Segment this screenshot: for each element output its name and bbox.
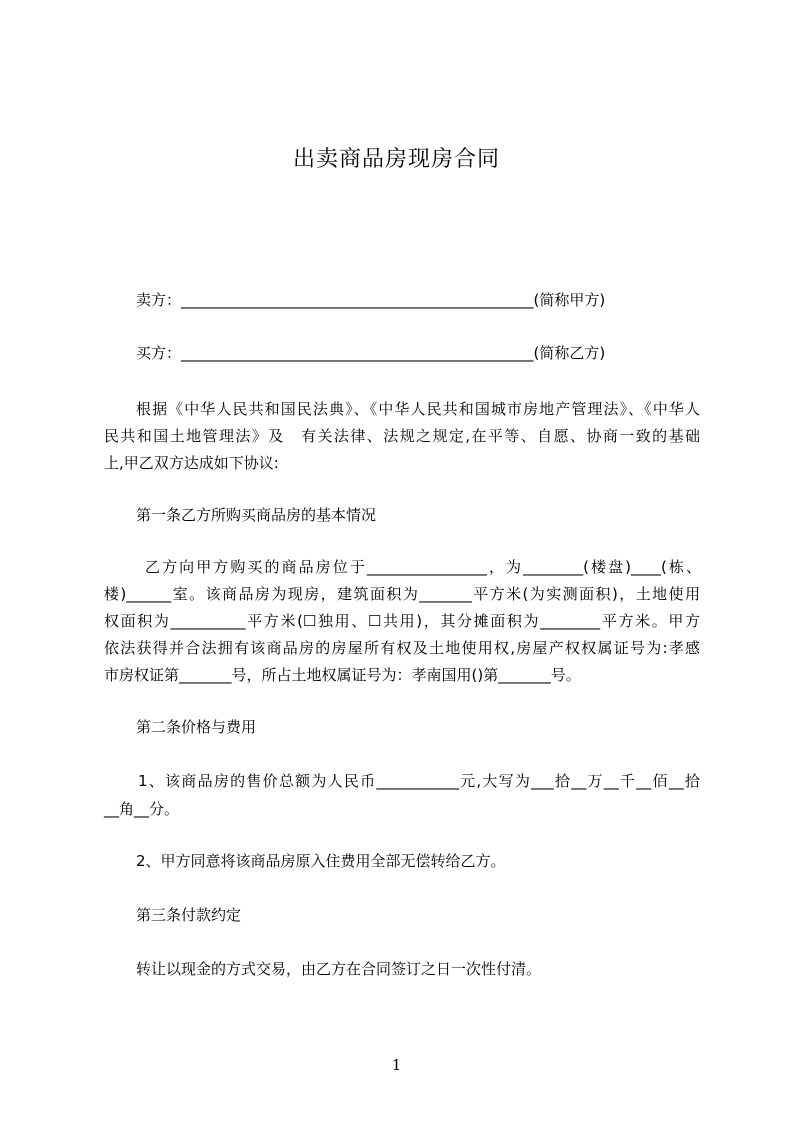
article1-line-4: 依法获得并合法拥有该商品房的房屋所有权及土地使用权,房屋产权权属证号为:孝感 xyxy=(104,639,700,657)
intro-line-1: 根据《中华人民共和国民法典》、《中华人民共和国城市房地产管理法》、《中华人 xyxy=(136,400,700,418)
article2-item1-line-2: __角__分。 xyxy=(104,800,180,818)
article1-line-3: 权面积为__________平方米(☐独用、☐共用)，其分摊面积为________平方米。甲方 xyxy=(104,612,700,630)
article3-text: 转让以现金的方式交易，由乙方在合同签订之日一次性付清。 xyxy=(136,960,542,978)
seller-line: 卖方：_______________________________________________(简称甲方) xyxy=(136,291,606,309)
article1-line-5: 市房权证第_______号，所占土地权属证号为：孝南国用()第_______号。 xyxy=(104,666,581,684)
article2-heading: 第二条价格与费用 xyxy=(136,718,257,736)
document-title: 出卖商品房现房合同 xyxy=(292,147,500,172)
article3-heading: 第三条付款约定 xyxy=(136,906,242,924)
article1-line-1: 乙方向甲方购买的商品房位于________________，为________(楼盘)____(栋、 xyxy=(145,558,701,576)
intro-line-3: 上,甲乙双方达成如下协议: xyxy=(104,454,279,472)
buyer-line: 买方：_______________________________________________(简称乙方) xyxy=(136,344,606,362)
article1-heading: 第一条乙方所购买商品房的基本情况 xyxy=(136,506,377,524)
article2-item2: 2、甲方同意将该商品房原入住费用全部无偿转给乙方。 xyxy=(136,852,506,870)
page-number: 1 xyxy=(391,1056,402,1074)
intro-line-2: 民共和国土地管理法》及 有关法律、法规之规定,在平等、自愿、协商一致的基础 xyxy=(104,427,700,445)
article2-item1-line-1: 1、该商品房的售价总额为人民币___________元,大写为___拾__万__千__佰__拾 xyxy=(138,772,700,790)
article1-line-2: 楼)______室。该商品房为现房，建筑面积为_______平方米(为实测面积)，土地使用 xyxy=(104,585,700,603)
